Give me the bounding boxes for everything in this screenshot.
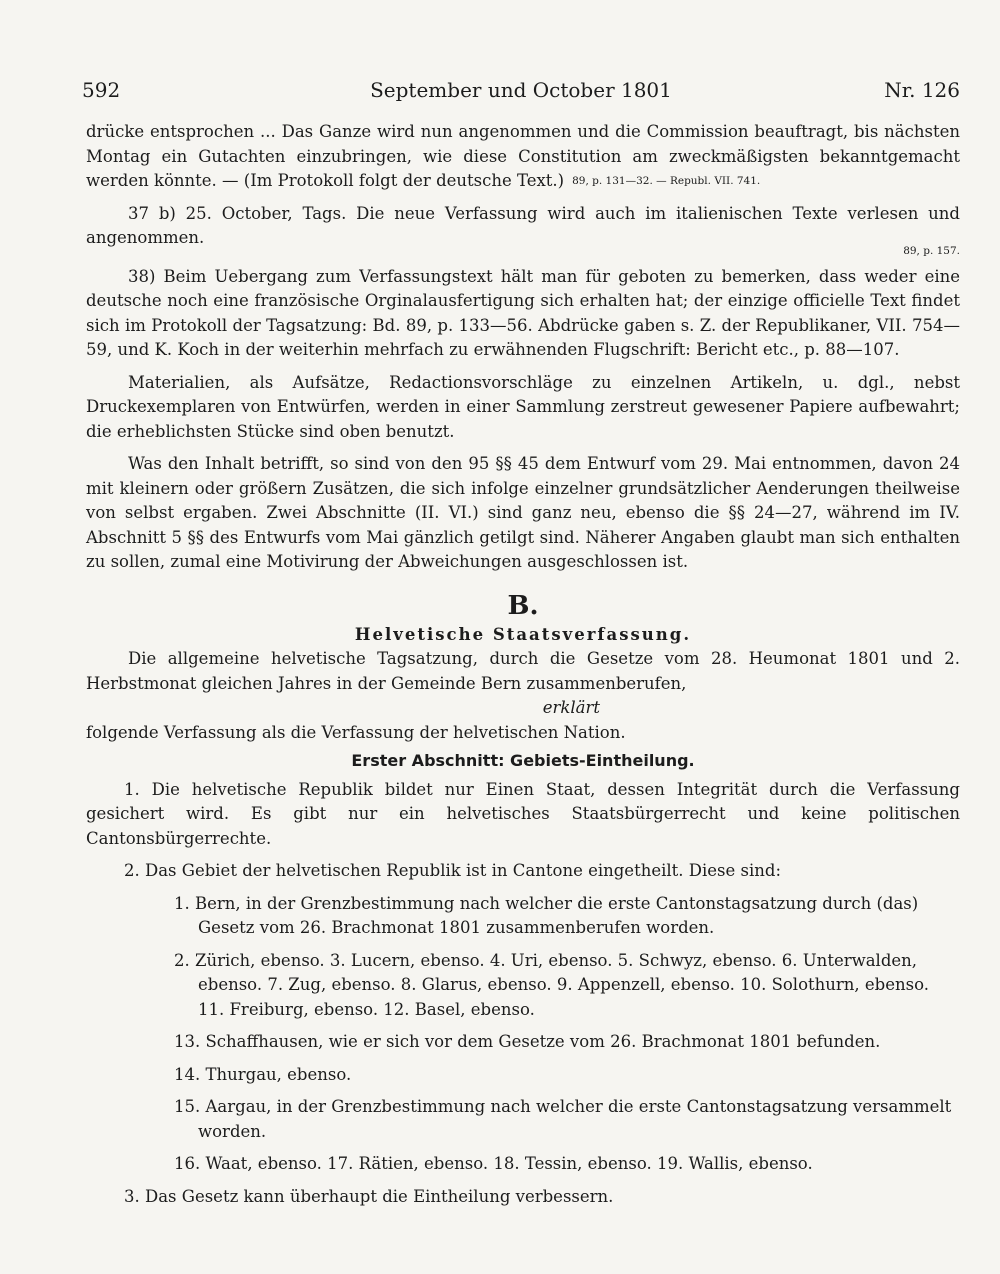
canton-list-item: 13. Schaffhausen, wie er sich vor dem Gesetze vom 26. Brachmonat 1801 befunden. xyxy=(174,1032,881,1051)
document-number: Nr. 126 xyxy=(884,78,960,102)
canton-list-item: 14. Thurgau, ebenso. xyxy=(174,1064,352,1084)
running-title: September und October 1801 xyxy=(370,78,672,102)
reference-2: 89, p. 157. xyxy=(903,244,960,257)
page-number: 592 xyxy=(82,78,121,102)
section-title: Helvetische Staatsverfassung. xyxy=(354,624,692,644)
article-2: 2. Das Gebiet der helvetischen Republik ist in Cantone eingetheilt. Diese sind: xyxy=(124,861,782,880)
preamble-closing: folgende Verfassung als die Verfassung der helvetischen Nation. xyxy=(86,722,626,742)
canton-list-item: 2. Zürich, ebenso. 3. Lucern, ebenso. 4. Uri, ebenso. 5. Schwyz, ebenso. 6. Unterwalden, ebenso. 7. Zug, ebenso. 8. Glarus, ebenso. 9. Appenzell, ebenso. 10. Solothurn, ebenso. 11. Freiburg, ebenso. 12. Basel, ebenso. xyxy=(174,950,929,1019)
preamble-paragraph: Die allgemeine helvetische Tagsatzung, durch die Gesetze vom 28. Heumonat 1801 und 2. Herbstmonat gleichen Jahres in der Gemeinde Bern zusammenberufen, xyxy=(86,649,960,693)
reference-1: 89, p. 131—32. — Republ. VII. 741. xyxy=(572,175,761,187)
canton-list-item: 15. Aargau, in der Grenzbestimmung nach welcher die erste Cantonstagsatzung versammelt worden. xyxy=(174,1097,952,1141)
paragraph-5: Was den Inhalt betrifft, so sind von den 95 §§ 45 dem Entwurf vom 29. Mai entnommen, davon 24 mit kleinern oder größern Zusätzen, die sich infolge einzelner grundsätzlicher Aenderungen theilweise von selbst ergaben. Zwei Abschnitte (II. VI.) sind ganz neu, ebenso die §§ 24—27, während im IV. Abschnitt 5 §§ des Entwurfs vom Mai gänzlich getilgt sind. Näherer Angaben glaubt man sich enthalten zu sollen, zumal eine Motivirung der Abweichungen ausgeschlossen ist. xyxy=(86,454,960,571)
paragraph-1: drücke entsprochen ... Das Ganze wird nun angenommen und die Commission beauftragt, bis nächsten Montag ein Gutachten einzubringen, wie diese Constitution am zweckmäßigsten bekanntgemacht werden könnte. — (Im Protokoll folgt der deutsche Text.) 89, p. 131—32. — Republ. VII. 741. xyxy=(86,122,960,190)
article-3: 3. Das Gesetz kann überhaupt die Eintheilung verbessern. xyxy=(124,1186,614,1206)
canton-list-item: 16. Waat, ebenso. 17. Rätien, ebenso. 18. Tessin, ebenso. 19. Wallis, ebenso. xyxy=(174,1154,813,1173)
article-1: 1. Die helvetische Republik bildet nur Einen Staat, dessen Integrität durch die Verfassung gesichert wird. Es gibt nur ein helvetisches Staatsbürgerrecht und keine politischen Cantonsbürgerrechte. xyxy=(86,779,960,848)
declaration-word: erklärt xyxy=(542,698,600,717)
document-body xyxy=(86,120,960,1209)
chapter-heading: Erster Abschnitt: Gebiets-Eintheilung. xyxy=(351,751,695,770)
canton-list-item: 1. Bern, in der Grenzbestimmung nach welcher die erste Cantonstagsatzung durch (das) Gesetz vom 26. Brachmonat 1801 zusammenberufen worden. xyxy=(174,893,919,937)
paragraph-3: 38) Beim Uebergang zum Verfassungstext hält man für geboten zu bemerken, dass weder eine deutsche noch eine französische Orginalausfertigung sich erhalten hat; der einzige officielle Text findet sich im Protokoll der Tagsatzung: Bd. 89, p. 133—56. Abdrücke gaben s. Z. der Republikaner, VII. 754—59, und K. Koch in der weiterhin mehrfach zu erwähnenden Flugschrift: Bericht etc., p. 88—107. xyxy=(86,266,960,359)
page-header xyxy=(82,78,960,106)
section-letter: B. xyxy=(507,590,539,621)
paragraph-2: 37 b) 25. October, Tags. Die neue Verfassung wird auch im italienischen Texte verlesen und angenommen. xyxy=(86,203,960,247)
paragraph-4: Materialien, als Aufsätze, Redactionsvorschläge zu einzelnen Artikeln, u. dgl., nebst Druckexemplaren von Entwürfen, werden in einer Sammlung zerstreut gewesener Papiere aufbewahrt; die erheblichsten Stücke sind oben benutzt. xyxy=(86,372,960,441)
canton-list xyxy=(174,892,960,1177)
